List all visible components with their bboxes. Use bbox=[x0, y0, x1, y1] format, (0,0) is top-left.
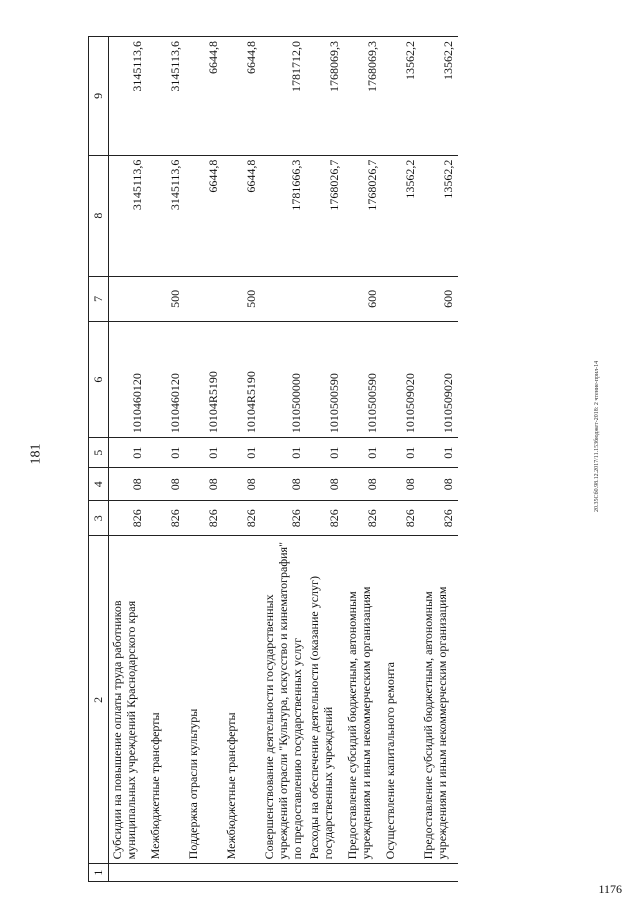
table-row bbox=[223, 37, 261, 882]
header-row bbox=[89, 37, 109, 882]
cell-c8: 1781666,3 bbox=[261, 155, 306, 276]
page-number: 181 bbox=[28, 443, 44, 465]
cell-c6: 1010509020 bbox=[420, 322, 458, 438]
budget-table bbox=[88, 36, 458, 882]
cell-c9: 6644,8 bbox=[223, 37, 261, 156]
cell-c4: 08 bbox=[420, 468, 458, 501]
cell-name: Осуществление капитального ремонта bbox=[382, 536, 420, 864]
cell-name: Расходы на обеспечение деятельности (оказание услуг) государственных учреждений bbox=[306, 536, 344, 864]
cell-name: Межбюджетные трансферты bbox=[223, 536, 261, 864]
col-header-1: 1 bbox=[89, 864, 109, 882]
cell-c5: 01 bbox=[420, 438, 458, 468]
cell-c3: 826 bbox=[223, 501, 261, 536]
cell-empty bbox=[306, 864, 344, 882]
cell-empty bbox=[261, 864, 306, 882]
table-row bbox=[306, 37, 344, 882]
cell-name: Субсидии на повышение оплаты труда работников муниципальных учреждений Краснодарского края bbox=[109, 536, 148, 864]
cell-c3: 826 bbox=[420, 501, 458, 536]
cell-c3: 826 bbox=[306, 501, 344, 536]
col-header-2: 2 bbox=[89, 536, 109, 864]
cell-c4: 08 bbox=[223, 468, 261, 501]
col-header-4: 4 bbox=[89, 468, 109, 501]
col-header-5: 5 bbox=[89, 438, 109, 468]
cell-empty bbox=[185, 864, 223, 882]
cell-c7 bbox=[306, 276, 344, 321]
cell-name: Предоставление субсидий бюджетным, автономным учреждениям и иным некоммерческим организациям bbox=[344, 536, 382, 864]
cell-empty bbox=[344, 864, 382, 882]
cell-c3: 826 bbox=[147, 501, 185, 536]
cell-name: Межбюджетные трансферты bbox=[147, 536, 185, 864]
footer-code: 20.35Сб0.98.12.2017/11.153бюджет-2018: 2 чтение-прил-14 bbox=[594, 360, 600, 512]
col-header-3: 3 bbox=[89, 501, 109, 536]
cell-c4: 08 bbox=[109, 468, 148, 501]
cell-c9: 13562,2 bbox=[382, 37, 420, 156]
table-row bbox=[147, 37, 185, 882]
cell-c6: 1010460120 bbox=[147, 322, 185, 438]
cell-c5: 01 bbox=[261, 438, 306, 468]
cell-c7: 600 bbox=[420, 276, 458, 321]
sheet-number: 1176 bbox=[598, 882, 622, 896]
cell-c9: 13562,2 bbox=[420, 37, 458, 156]
cell-c7 bbox=[382, 276, 420, 321]
cell-c6: 10104R5190 bbox=[185, 322, 223, 438]
cell-c3: 826 bbox=[261, 501, 306, 536]
cell-c9: 6644,8 bbox=[185, 37, 223, 156]
cell-c9: 3145113,6 bbox=[109, 37, 148, 156]
cell-name: Совершенствование деятельности государственных учреждений отрасли "Культура, искусство и кинематография" по предоставлению государственных услуг bbox=[261, 536, 306, 864]
cell-c5: 01 bbox=[147, 438, 185, 468]
cell-c6: 1010500000 bbox=[261, 322, 306, 438]
cell-c5: 01 bbox=[382, 438, 420, 468]
cell-c7 bbox=[109, 276, 148, 321]
cell-c8: 6644,8 bbox=[185, 155, 223, 276]
col-header-7: 7 bbox=[89, 276, 109, 321]
col-header-6: 6 bbox=[89, 322, 109, 438]
cell-c9: 1768069,3 bbox=[344, 37, 382, 156]
budget-table-frame bbox=[88, 36, 572, 882]
cell-c8: 3145113,6 bbox=[109, 155, 148, 276]
cell-c3: 826 bbox=[109, 501, 148, 536]
table-row bbox=[185, 37, 223, 882]
cell-empty bbox=[382, 864, 420, 882]
cell-c4: 08 bbox=[344, 468, 382, 501]
cell-c8: 1768026,7 bbox=[344, 155, 382, 276]
cell-c6: 1010500590 bbox=[306, 322, 344, 438]
cell-c5: 01 bbox=[344, 438, 382, 468]
cell-c3: 826 bbox=[185, 501, 223, 536]
cell-c8: 13562,2 bbox=[382, 155, 420, 276]
cell-name: Предоставление субсидий бюджетным, автономным учреждениям и иным некоммерческим организациям bbox=[420, 536, 458, 864]
col-header-8: 8 bbox=[89, 155, 109, 276]
cell-empty bbox=[420, 864, 458, 882]
cell-empty bbox=[147, 864, 185, 882]
cell-c3: 826 bbox=[382, 501, 420, 536]
cell-c6: 1010460120 bbox=[109, 322, 148, 438]
cell-c4: 08 bbox=[382, 468, 420, 501]
cell-c7: 600 bbox=[344, 276, 382, 321]
cell-c5: 01 bbox=[185, 438, 223, 468]
cell-name: Поддержка отрасли культуры bbox=[185, 536, 223, 864]
cell-c7: 500 bbox=[147, 276, 185, 321]
table-row bbox=[344, 37, 382, 882]
cell-c9: 1768069,3 bbox=[306, 37, 344, 156]
cell-c9: 1781712,0 bbox=[261, 37, 306, 156]
cell-c8: 1768026,7 bbox=[306, 155, 344, 276]
cell-c5: 01 bbox=[306, 438, 344, 468]
col-header-9: 9 bbox=[89, 37, 109, 156]
table-row bbox=[382, 37, 420, 882]
cell-c6: 1010500590 bbox=[344, 322, 382, 438]
cell-c9: 3145113,6 bbox=[147, 37, 185, 156]
cell-c7: 500 bbox=[223, 276, 261, 321]
cell-c7 bbox=[261, 276, 306, 321]
cell-c6: 1010509020 bbox=[382, 322, 420, 438]
cell-c4: 08 bbox=[261, 468, 306, 501]
table-row bbox=[109, 37, 148, 882]
cell-c5: 01 bbox=[223, 438, 261, 468]
cell-c8: 6644,8 bbox=[223, 155, 261, 276]
cell-c5: 01 bbox=[109, 438, 148, 468]
table-row bbox=[261, 37, 306, 882]
table-row bbox=[420, 37, 458, 882]
cell-c8: 3145113,6 bbox=[147, 155, 185, 276]
cell-c4: 08 bbox=[306, 468, 344, 501]
cell-c6: 10104R5190 bbox=[223, 322, 261, 438]
cell-c8: 13562,2 bbox=[420, 155, 458, 276]
cell-empty bbox=[223, 864, 261, 882]
cell-c7 bbox=[185, 276, 223, 321]
cell-c4: 08 bbox=[185, 468, 223, 501]
cell-c4: 08 bbox=[147, 468, 185, 501]
cell-empty bbox=[109, 864, 148, 882]
cell-c3: 826 bbox=[344, 501, 382, 536]
